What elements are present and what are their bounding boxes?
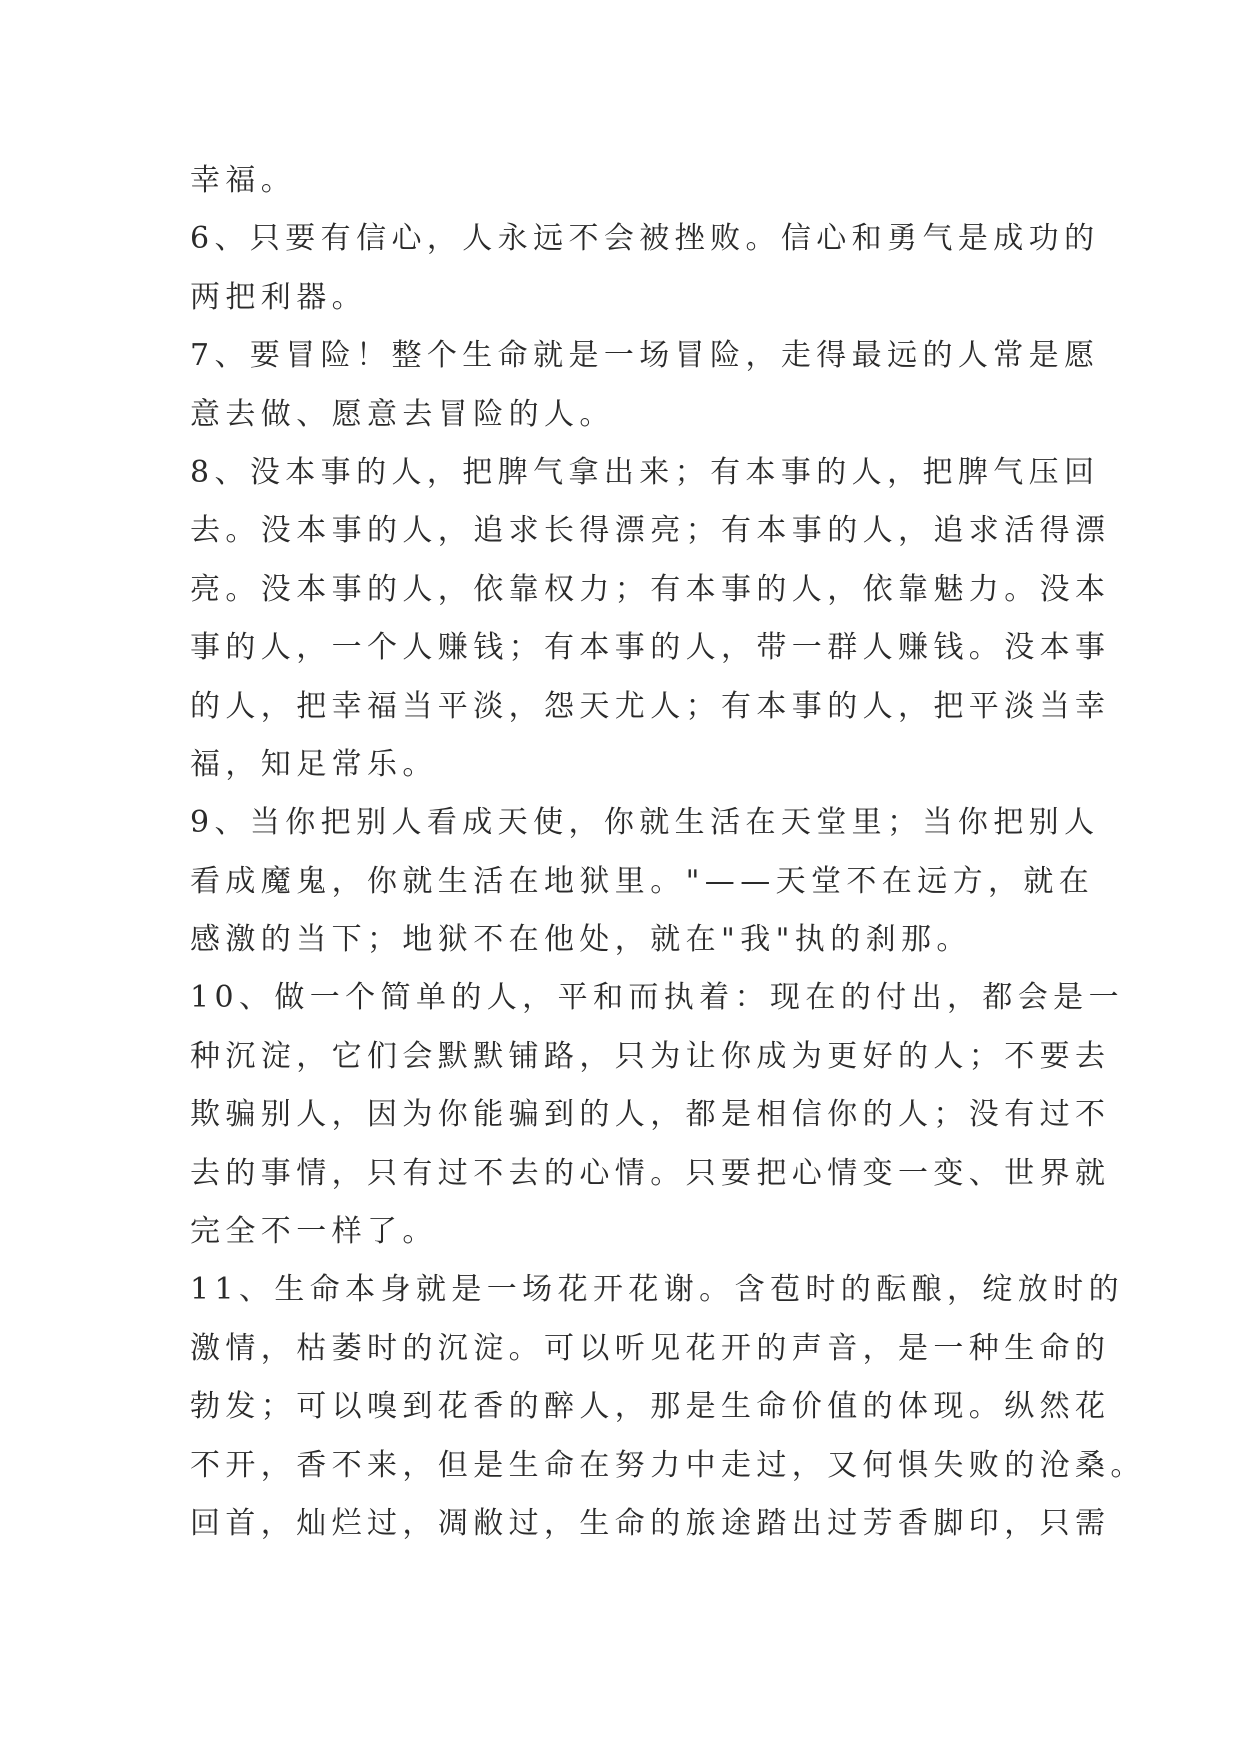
- text-line: 9、当你把别人看成天使，你就生活在天堂里；当你把别人: [190, 805, 1100, 841]
- body-text: [190, 152, 1146, 1553]
- text-line: 激情，枯萎时的沉淀。可以听见花开的声音，是一种生命的: [190, 1330, 1111, 1366]
- text-line: 感激的当下；地狱不在他处，就在"我"执的刹那。: [190, 922, 972, 958]
- text-line: 意去做、愿意去冒险的人。: [190, 396, 615, 432]
- text-line: 回首，灿烂过，凋敝过，生命的旅途踏出过芳香脚印，只需: [190, 1505, 1111, 1541]
- text-line: 欺骗别人，因为你能骗到的人，都是相信你的人；没有过不: [190, 1097, 1111, 1133]
- text-line: 的人，把幸福当平淡，怨天尤人；有本事的人，把平淡当幸: [190, 688, 1111, 724]
- text-line: 亮。没本事的人，依靠权力；有本事的人，依靠魅力。没本: [190, 571, 1111, 607]
- text-line: 去。没本事的人，追求长得漂亮；有本事的人，追求活得漂: [190, 513, 1111, 549]
- text-line: 11、生命本身就是一场花开花谢。含苞时的酝酿，绽放时的: [190, 1272, 1124, 1308]
- text-line: 去的事情，只有过不去的心情。只要把心情变一变、世界就: [190, 1155, 1111, 1191]
- text-line: 福，知足常乐。: [190, 746, 438, 782]
- text-line: 种沉淀，它们会默默铺路，只为让你成为更好的人；不要去: [190, 1038, 1111, 1074]
- text-line: 7、要冒险！整个生命就是一场冒险，走得最远的人常是愿: [190, 338, 1100, 374]
- text-line: 不开，香不来，但是生命在努力中走过，又何惧失败的沧桑。: [190, 1447, 1146, 1483]
- text-line: 看成魔鬼，你就生活在地狱里。"——天堂不在远方，就在: [190, 863, 1095, 899]
- text-line: 8、没本事的人，把脾气拿出来；有本事的人，把脾气压回: [190, 454, 1100, 490]
- text-line: 两把利器。: [190, 279, 367, 315]
- text-line: 事的人，一个人赚钱；有本事的人，带一群人赚钱。没本事: [190, 630, 1111, 666]
- text-line: 勃发；可以嗅到花香的醉人，那是生命价值的体现。纵然花: [190, 1389, 1111, 1425]
- text-line: 10、做一个简单的人，平和而执着：现在的付出，都会是一: [190, 980, 1124, 1016]
- text-line: 幸福。: [190, 163, 297, 198]
- text-line: 6、只要有信心，人永远不会被挫败。信心和勇气是成功的: [190, 221, 1100, 257]
- text-line: 完全不一样了。: [190, 1214, 438, 1250]
